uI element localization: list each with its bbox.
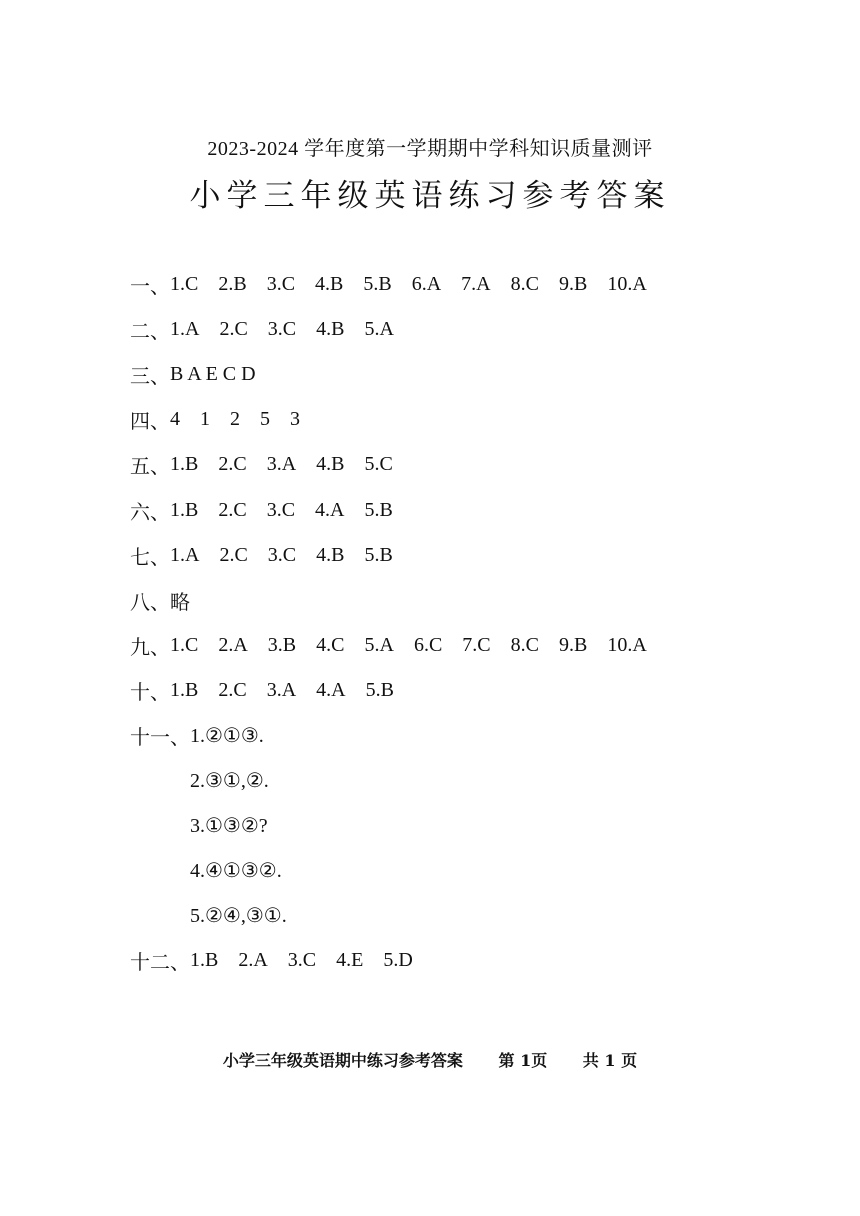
answer-item: 3.C bbox=[287, 949, 317, 972]
answer-row bbox=[130, 803, 770, 848]
answer-item: 1 bbox=[200, 408, 210, 431]
answer-row bbox=[130, 848, 770, 893]
answer-item: 1.C bbox=[170, 273, 199, 296]
answer-item: 4.④①③②. bbox=[190, 860, 282, 883]
answer-row bbox=[130, 352, 770, 397]
section-number: 一、 bbox=[130, 276, 170, 299]
answer-item: 2.B bbox=[218, 273, 247, 296]
answer-item: 略 bbox=[170, 591, 190, 614]
footer-page-total: 共 1 页 bbox=[582, 1051, 638, 1070]
answer-item: 2.C bbox=[219, 543, 248, 566]
answer-item: 2.C bbox=[218, 678, 247, 701]
answer-list bbox=[130, 262, 770, 984]
answer-item: 8.C bbox=[510, 633, 539, 656]
page-footer bbox=[0, 1048, 860, 1071]
section-number: 十一、 bbox=[130, 726, 190, 749]
answer-item: 10.A bbox=[607, 273, 647, 296]
answer-row bbox=[130, 262, 770, 307]
document-title: 小学三年级英语练习参考答案 bbox=[189, 178, 671, 214]
answer-item: 10.A bbox=[607, 633, 647, 656]
answer-item: 2.C bbox=[219, 318, 248, 341]
answer-item: 6.C bbox=[413, 633, 443, 656]
answer-item: 5.B bbox=[365, 678, 394, 701]
answer-item: 2 bbox=[230, 408, 240, 431]
answer-item: 3.C bbox=[266, 273, 296, 296]
section-number: 八、 bbox=[130, 591, 170, 614]
section-number: 七、 bbox=[130, 546, 170, 569]
answer-row bbox=[130, 487, 770, 532]
answer-item: 5.A bbox=[364, 318, 394, 341]
answer-item: 5.D bbox=[383, 949, 413, 972]
answer-item: 4.B bbox=[315, 273, 344, 296]
answer-item: 4 bbox=[170, 408, 180, 431]
section-number: 六、 bbox=[130, 501, 170, 524]
answer-row bbox=[130, 668, 770, 713]
answer-item: 4.B bbox=[316, 318, 345, 341]
answer-item: 2.C bbox=[218, 498, 247, 521]
answer-item: 9.B bbox=[558, 633, 588, 656]
answer-item: 1.C bbox=[170, 633, 199, 656]
section-number: 三、 bbox=[130, 366, 170, 389]
answer-item: 4.B bbox=[316, 453, 345, 476]
answer-item: 2.A bbox=[218, 633, 248, 656]
answer-row bbox=[130, 578, 770, 623]
answer-item: 7.A bbox=[461, 273, 491, 296]
answer-item: 3.B bbox=[267, 633, 297, 656]
answer-row bbox=[130, 307, 770, 352]
answer-item: 1.A bbox=[170, 543, 200, 566]
answer-row bbox=[130, 893, 770, 938]
answer-item: 9.B bbox=[558, 273, 588, 296]
section-number: 五、 bbox=[130, 456, 170, 479]
answer-row bbox=[130, 713, 770, 758]
section-number: 十、 bbox=[130, 681, 170, 704]
answer-item: 5.B bbox=[363, 273, 392, 296]
answer-item: 1.B bbox=[170, 453, 199, 476]
answer-item: 6.A bbox=[411, 273, 442, 296]
answer-row bbox=[130, 397, 770, 442]
answer-item: 4.A bbox=[316, 678, 346, 701]
answer-row bbox=[130, 442, 770, 487]
answer-item: 3.C bbox=[267, 543, 297, 566]
answer-item: 5 bbox=[260, 408, 270, 431]
answer-item: 5.B bbox=[364, 543, 393, 566]
answer-item: 3.C bbox=[267, 318, 297, 341]
answer-item: 5.B bbox=[364, 498, 393, 521]
answer-item: 2.A bbox=[238, 949, 268, 972]
section-number: 十二、 bbox=[130, 952, 190, 975]
answer-item: 3.A bbox=[266, 678, 297, 701]
answer-item: 5.C bbox=[364, 453, 393, 476]
answer-item: 3.A bbox=[266, 453, 297, 476]
document-subtitle: 2023-2024 学年度第一学期期中学科知识质量测评 bbox=[207, 138, 653, 160]
answer-item: 4.B bbox=[316, 543, 345, 566]
answer-item: 2.③①,②. bbox=[190, 770, 269, 793]
answer-item: 3 bbox=[290, 408, 300, 431]
answer-row bbox=[130, 623, 770, 668]
answer-item: 5.A bbox=[364, 633, 394, 656]
answer-item: 1.B bbox=[190, 949, 219, 972]
answer-item: 8.C bbox=[510, 273, 539, 296]
answer-row bbox=[130, 938, 770, 983]
answer-item: 2.C bbox=[218, 453, 247, 476]
answer-item: B A E C D bbox=[170, 363, 256, 386]
answer-item: 1.②①③. bbox=[190, 724, 264, 747]
answer-item: 1.B bbox=[170, 678, 199, 701]
answer-item: 4.C bbox=[316, 633, 345, 656]
answer-item: 1.B bbox=[170, 498, 199, 521]
answer-row bbox=[130, 758, 770, 803]
section-number: 四、 bbox=[130, 411, 170, 434]
answer-item: 4.A bbox=[315, 498, 345, 521]
footer-page-current: 第 1页 bbox=[498, 1051, 548, 1070]
section-number: 九、 bbox=[130, 636, 170, 659]
answer-item: 7.C bbox=[462, 633, 491, 656]
answer-item: 4.E bbox=[336, 949, 364, 972]
answer-item: 3.C bbox=[266, 498, 296, 521]
footer-doc-name: 小学三年级英语期中练习参考答案 bbox=[222, 1051, 463, 1070]
section-number: 二、 bbox=[130, 321, 170, 344]
answer-item: 1.A bbox=[170, 318, 200, 341]
answer-row bbox=[130, 533, 770, 578]
answer-item: 5.②④,③①. bbox=[190, 905, 287, 928]
answer-item: 3.①③②? bbox=[190, 815, 268, 838]
